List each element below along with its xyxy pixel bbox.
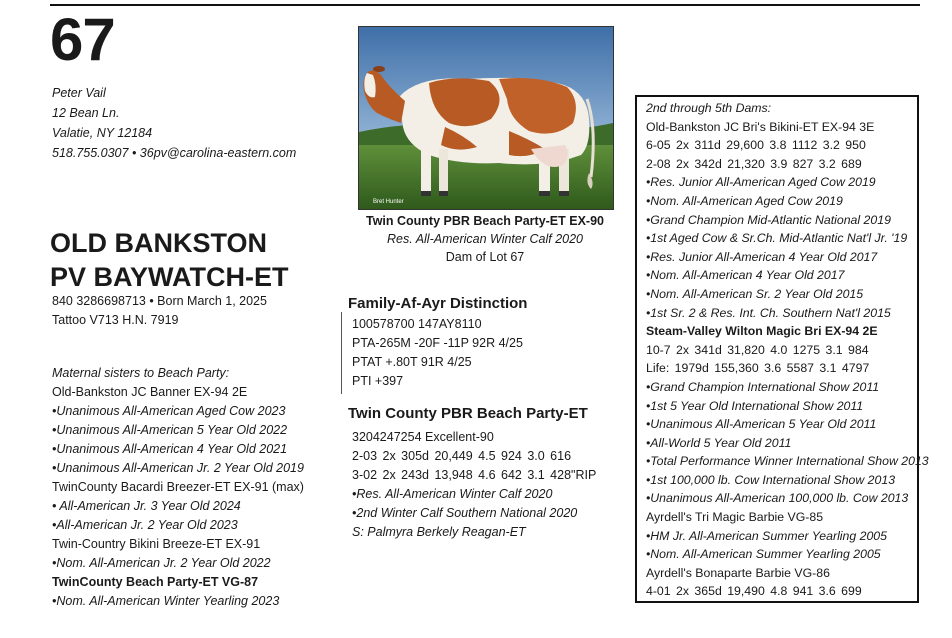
top-rule (50, 4, 920, 6)
photo-watermark: Bret Hunter (373, 199, 404, 205)
cow-name-line2: PV BAYWATCH-ET (50, 262, 289, 292)
caption-name: Twin County PBR Beach Party-ET EX-90 (365, 214, 604, 228)
dam2-award: •Nom. All-American Sr. 2 Year Old 2015 (646, 286, 864, 301)
family-details (352, 315, 523, 391)
dam3-name: Steam-Valley Wilton Magic Bri EX-94 2E (646, 324, 878, 339)
dam2-award: •Res. Junior All-American Aged Cow 2019 (646, 175, 876, 190)
dam3-award: •All-World 5 Year Old 2011 (646, 435, 792, 450)
dams-title: 2nd through 5th Dams: (646, 101, 772, 115)
dam-record: 3-02 2x 243d 13,948 4.6 642 3.1 428"RIP (352, 468, 597, 482)
sister-award: •Unanimous All-American 5 Year Old 2022 (52, 423, 288, 437)
dam3-award: •1st 5 Year Old International Show 2011 (646, 398, 864, 413)
consignor-name: Peter Vail (52, 86, 106, 100)
sister-name: Twin-Country Bikini Breeze-ET EX-91 (52, 537, 261, 551)
cow-name (50, 226, 289, 294)
family-line: 100578700 147AY8110 (352, 317, 482, 331)
family-divider (341, 312, 342, 394)
dam5-name: Ayrdell's Bonaparte Barbie VG-86 (646, 565, 830, 580)
dam2-name: Old-Bankston JC Bri's Bikini-ET EX-94 3E (646, 119, 875, 134)
dam5-record: 4-01 2x 365d 19,490 4.8 941 3.6 699 (646, 584, 862, 599)
dam3-record: 10-7 2x 341d 31,820 4.0 1275 3.1 984 (646, 342, 869, 357)
consignor-address2: Valatie, NY 12184 (52, 126, 153, 140)
sister-award: • All-American Jr. 3 Year Old 2024 (52, 499, 241, 513)
sister-award: •All-American Jr. 2 Year Old 2023 (52, 518, 238, 532)
dam-details (352, 428, 596, 542)
consignor-address1: 12 Bean Ln. (52, 106, 120, 120)
family-title: Family-Af-Ayr Distinction (348, 295, 528, 312)
family-line: PTA-265M -20F -11P 92R 4/25 (352, 336, 523, 350)
family-line: PTAT +.80T 91R 4/25 (352, 355, 472, 369)
dams-details (646, 99, 929, 601)
family-line: PTI +397 (352, 374, 404, 388)
dam3-award: •1st 100,000 lb. Cow International Show 2013 (646, 472, 896, 487)
consignor-block (52, 83, 296, 163)
lot-number: 67 (50, 6, 115, 73)
sister-award: •Nom. All-American Winter Yearling 2023 (52, 594, 280, 608)
dam2-award: •Nom. All-American 4 Year Old 2017 (646, 268, 845, 283)
sister-award: •Unanimous All-American 4 Year Old 2021 (52, 442, 288, 456)
dam2-award: •Nom. All-American Aged Cow 2019 (646, 193, 843, 208)
dam-award: •2nd Winter Calf Southern National 2020 (352, 506, 578, 520)
consignor-contact: 518.755.0307 • 36pv@carolina-eastern.com (52, 146, 297, 160)
cow-tattoo-line: Tattoo V713 H.N. 7919 (52, 313, 179, 327)
cow-photo-illustration (359, 27, 613, 209)
dam2-record: 6-05 2x 311d 29,600 3.8 1112 3.2 950 (646, 138, 866, 153)
dam2-record: 2-08 2x 342d 21,320 3.9 827 3.2 689 (646, 156, 862, 171)
sister-award: •Unanimous All-American Jr. 2 Year Old 2019 (52, 461, 304, 475)
dam2-award: •1st Sr. 2 & Res. Int. Ch. Southern Nat'l 2015 (646, 305, 891, 320)
sister-name: TwinCounty Beach Party-ET VG-87 (52, 575, 259, 589)
dam-photo (358, 26, 614, 210)
dam4-name: Ayrdell's Tri Magic Barbie VG-85 (646, 510, 824, 525)
sister-name: TwinCounty Bacardi Breezer-ET EX-91 (max) (52, 480, 304, 494)
cow-id-line: 840 3286698713 • Born March 1, 2025 (52, 294, 267, 308)
maternal-sisters (52, 364, 304, 611)
dam4-award: •Nom. All-American Summer Yearling 2005 (646, 547, 881, 562)
dam-sire: S: Palmyra Berkely Reagan-ET (352, 525, 526, 539)
dam-record: 2-03 2x 305d 20,449 4.5 924 3.0 616 (352, 449, 572, 463)
dam-reg: 3204247254 Excellent-90 (352, 430, 494, 444)
dam3-award: •Total Performance Winner International Show 2013 (646, 454, 929, 469)
maternal-title: Maternal sisters to Beach Party: (52, 366, 230, 380)
cow-info (52, 292, 267, 330)
dam-title: Twin County PBR Beach Party-ET (348, 405, 588, 422)
dam3-award: •Unanimous All-American 100,000 lb. Cow 2013 (646, 491, 909, 506)
dam-award: •Res. All-American Winter Calf 2020 (352, 487, 553, 501)
dam3-award: •Unanimous All-American 5 Year Old 2011 (646, 417, 877, 432)
photo-caption (340, 212, 630, 266)
dam4-award: •HM Jr. All-American Summer Yearling 2005 (646, 528, 887, 543)
dam2-award: •Res. Junior All-American 4 Year Old 2017 (646, 249, 878, 264)
cow-name-line1: OLD BANKSTON (50, 228, 268, 258)
caption-award: Res. All-American Winter Calf 2020 (386, 232, 584, 246)
sister-name: Old-Bankston JC Banner EX-94 2E (52, 385, 248, 399)
sister-award: •Unanimous All-American Aged Cow 2023 (52, 404, 286, 418)
dam3-record: Life: 1979d 155,360 3.6 5587 3.1 4797 (646, 361, 870, 376)
caption-relation: Dam of Lot 67 (445, 250, 525, 264)
dam2-award: •Grand Champion Mid-Atlantic National 2019 (646, 212, 891, 227)
dam2-award: •1st Aged Cow & Sr.Ch. Mid-Atlantic Nat'l Jr. '19 (646, 231, 908, 246)
sister-award: •Nom. All-American Jr. 2 Year Old 2022 (52, 556, 271, 570)
dam3-award: •Grand Champion International Show 2011 (646, 379, 880, 394)
